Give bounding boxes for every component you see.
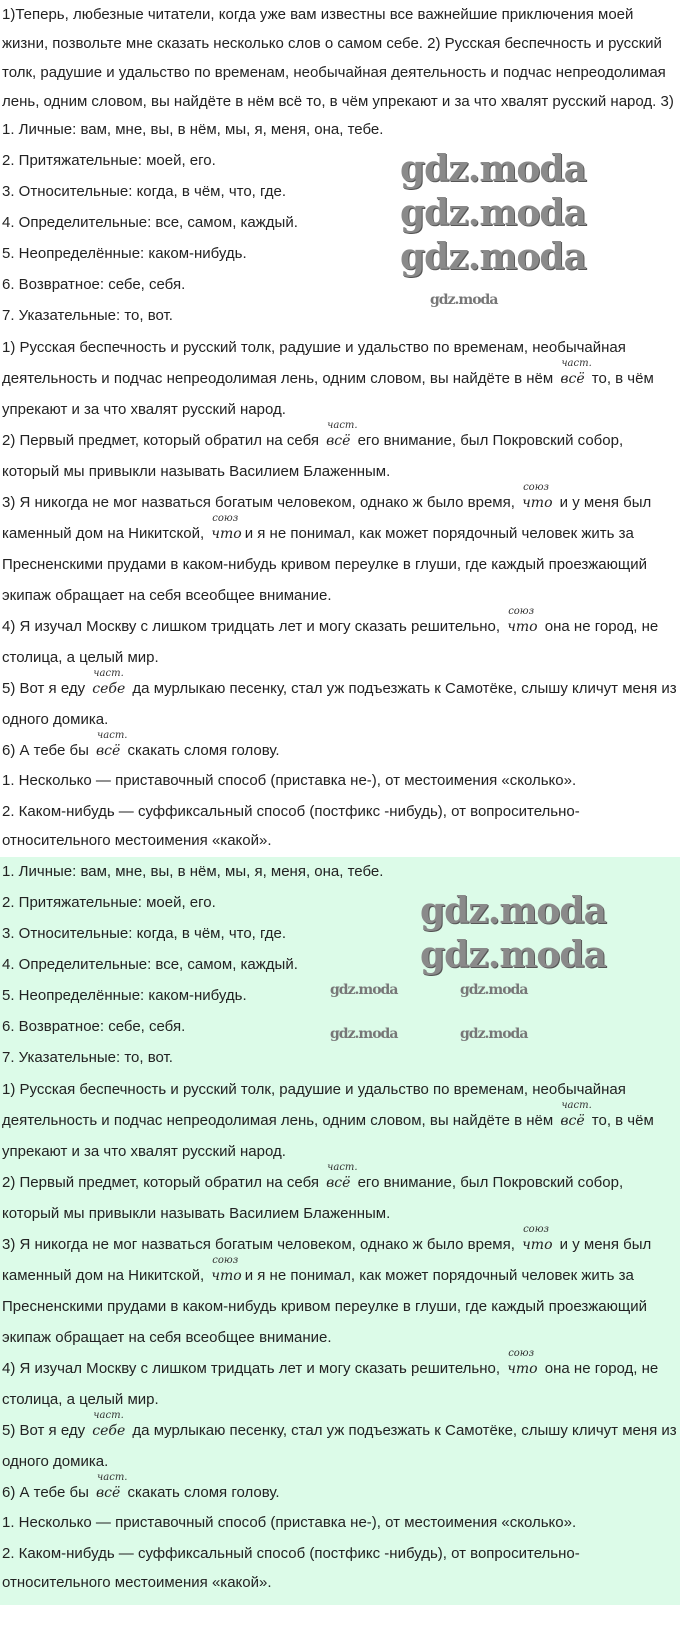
sentence-text: и у меня был каменный дом на Никитской, — [2, 1236, 652, 1284]
pronoun-type-item: 1. Личные: вам, мне, вы, в нём, мы, я, меня, она, тебе. — [2, 863, 384, 880]
example-sentence — [2, 1162, 678, 1229]
example-sentence — [2, 1074, 678, 1167]
pronoun-type-item: 7. Указательные: то, вот. — [2, 1049, 173, 1066]
watermark: gdz.moda — [460, 1026, 528, 1042]
example-sentence — [2, 1410, 678, 1477]
pronoun-type-item: 4. Определительные: все, самом, каждый. — [2, 214, 298, 231]
sentence-text: 6) А тебе бы — [2, 1484, 94, 1501]
part-of-speech-note: част. — [97, 1472, 128, 1483]
sentence-text: 5) Вот я еду — [2, 1422, 90, 1439]
pronoun-type-item: 5. Неопределённые: каком-нибудь. — [2, 987, 247, 1004]
watermark: gdz.moda — [330, 1026, 398, 1042]
pronoun-type-item: 4. Определительные: все, самом, каждый. — [2, 956, 298, 973]
sentence-text: 2) Первый предмет, который обратил на себя — [2, 1174, 324, 1191]
watermark: gdz.moda — [430, 292, 498, 308]
example-sentence — [2, 1348, 678, 1415]
annotated-word — [323, 1162, 358, 1192]
annotated-word — [519, 482, 555, 512]
part-of-speech-note: союз — [212, 513, 239, 524]
annotated-word — [89, 668, 128, 698]
annotated-word-text: всё — [326, 433, 351, 449]
annotated-word-text: что — [507, 619, 538, 635]
sentence-text: 5) Вот я еду — [2, 680, 90, 697]
sentence-text: 1) Русская беспечность и русский толк, радушие и удальство по временам, необычайная деятельность и подчас непреодолимая лень, одним словом, вы найдёте в нём — [2, 1081, 626, 1129]
part-of-speech-note: част. — [93, 1410, 124, 1421]
watermark: gdz.moda — [400, 192, 586, 234]
sentence-text: 6) А тебе бы — [2, 742, 94, 759]
intro-paragraph-clipped: 1)Теперь, любезные читатели, когда уже вам известны все важнейшие приключения моей жизни, позвольте мне сказать несколько слов о самом себе. 2) Русская беспечность и русский толк, радушие и удальство по временам, необычайная деятельность и подчас непреодолимая лень, одним словом, вы найдёте в нём всё то, в чём упрекают и за что хвалят русский народ. 3) — [2, 6, 674, 110]
pronoun-type-item: 7. Указательные: то, вот. — [2, 307, 173, 324]
annotated-word-text: себе — [92, 681, 126, 697]
example-sentence — [2, 606, 678, 673]
pronoun-type-item: 5. Неопределённые: каком-нибудь. — [2, 245, 247, 262]
pronoun-type-item: 6. Возвратное: себе, себя. — [2, 276, 186, 293]
word-formation-item: 2. Каком-нибудь — суффиксальный способ (постфикс -нибудь), от вопросительно-относительного местоимения «какой». — [2, 1545, 580, 1591]
pronoun-type-item: 3. Относительные: когда, в чём, что, где. — [2, 183, 287, 200]
sentence-text: да мурлыкаю песенку, стал уж подъезжать к Самотёке, слышу кличут меня из одного домика. — [2, 680, 677, 728]
annotated-word — [504, 1348, 540, 1378]
sentence-text: скакать сломя голову. — [123, 742, 280, 759]
annotated-word-text: что — [211, 526, 242, 542]
example-sentence — [2, 482, 678, 611]
annotated-word-text: что — [522, 1237, 553, 1253]
part-of-speech-note: част. — [561, 1100, 592, 1111]
sentence-text: 4) Я изучал Москву с лишком тридцать лет и могу сказать решительно, — [2, 1360, 505, 1377]
annotated-word — [208, 513, 244, 543]
part-of-speech-note: част. — [97, 730, 128, 741]
example-sentence — [2, 1472, 678, 1508]
watermark: gdz.moda — [400, 236, 586, 278]
answer-section-highlighted — [0, 857, 680, 1605]
word-formation-item: 1. Несколько — приставочный способ (приставка не-), от местоимения «сколько». — [2, 1514, 577, 1531]
example-sentence — [2, 1224, 678, 1353]
sentence-text: 3) Я никогда не мог назваться богатым человеком, однако ж было время, — [2, 494, 520, 511]
sentence-text: и я не понимал, как может порядочный человек жить за Пресненскими прудами в каком-нибудь кривом переулке в глуши, где каждый проезжающий экипаж обращает на себя всеобщее внимание. — [2, 525, 647, 604]
sentence-text: то, в чём упрекают и за что хвалят русский народ. — [2, 1112, 654, 1160]
part-of-speech-note: част. — [327, 1162, 358, 1173]
example-sentence — [2, 730, 678, 766]
answer-content — [2, 115, 678, 855]
watermark: gdz.moda — [400, 148, 586, 190]
sentence-text: 2) Первый предмет, который обратил на себя — [2, 432, 324, 449]
sentence-text: скакать сломя голову. — [123, 1484, 280, 1501]
pronoun-type-item: 1. Личные: вам, мне, вы, в нём, мы, я, меня, она, тебе. — [2, 121, 384, 138]
pronoun-type-item: 3. Относительные: когда, в чём, что, где. — [2, 925, 287, 942]
pronoun-type-item: 2. Притяжательные: моей, его. — [2, 894, 216, 911]
annotated-word — [89, 1410, 128, 1440]
annotated-word — [519, 1224, 555, 1254]
annotated-word-text: что — [522, 495, 553, 511]
annotated-word-text: себе — [92, 1423, 126, 1439]
part-of-speech-note: союз — [523, 482, 549, 493]
example-sentence — [2, 668, 678, 735]
part-of-speech-note: част. — [93, 668, 124, 679]
sentence-text: 4) Я изучал Москву с лишком тридцать лет и могу сказать решительно, — [2, 618, 505, 635]
part-of-speech-note: союз — [523, 1224, 549, 1235]
sentence-text: 1) Русская беспечность и русский толк, радушие и удальство по временам, необычайная деятельность и подчас непреодолимая лень, одним словом, вы найдёте в нём — [2, 339, 626, 387]
annotated-word — [557, 358, 592, 388]
sentence-text: она не город, не столица, а целый мир. — [2, 618, 659, 666]
word-formation-item: 2. Каком-нибудь — суффиксальный способ (постфикс -нибудь), от вопросительно-относительного местоимения «какой». — [2, 803, 580, 849]
answer-section — [0, 115, 680, 855]
part-of-speech-note: част. — [327, 420, 358, 431]
answer-content — [2, 857, 678, 1597]
annotated-word-text: всё — [560, 1113, 585, 1129]
sentence-text: его внимание, был Покровский собор, который мы привыкли называть Василием Блаженным. — [2, 432, 624, 480]
sentence-text: она не город, не столица, а целый мир. — [2, 1360, 659, 1408]
watermark: gdz.moda — [420, 934, 606, 976]
annotated-word — [323, 420, 358, 450]
annotated-word-text: всё — [326, 1175, 351, 1191]
annotated-word-text: что — [507, 1361, 538, 1377]
watermark: gdz.moda — [330, 982, 398, 998]
example-sentence — [2, 420, 678, 487]
watermark: gdz.moda — [460, 982, 528, 998]
sentence-text: и у меня был каменный дом на Никитской, — [2, 494, 652, 542]
annotated-word-text: всё — [96, 743, 121, 759]
sentence-text: да мурлыкаю песенку, стал уж подъезжать к Самотёке, слышу кличут меня из одного домика. — [2, 1422, 677, 1470]
pronoun-type-item: 6. Возвратное: себе, себя. — [2, 1018, 186, 1035]
sentence-text: и я не понимал, как может порядочный человек жить за Пресненскими прудами в каком-нибудь кривом переулке в глуши, где каждый проезжающий экипаж обращает на себя всеобщее внимание. — [2, 1267, 647, 1346]
sentence-text: 3) Я никогда не мог назваться богатым человеком, однако ж было время, — [2, 1236, 520, 1253]
pronoun-type-item: 2. Притяжательные: моей, его. — [2, 152, 216, 169]
annotated-word — [93, 730, 128, 760]
sentence-text: то, в чём упрекают и за что хвалят русский народ. — [2, 370, 654, 418]
sentence-text: его внимание, был Покровский собор, который мы привыкли называть Василием Блаженным. — [2, 1174, 624, 1222]
part-of-speech-note: союз — [508, 606, 535, 617]
watermark: gdz.moda — [420, 890, 606, 932]
annotated-word-text: всё — [96, 1485, 121, 1501]
part-of-speech-note: част. — [561, 358, 592, 369]
annotated-word — [93, 1472, 128, 1502]
annotated-word-text: всё — [560, 371, 585, 387]
word-formation-item: 1. Несколько — приставочный способ (приставка не-), от местоимения «сколько». — [2, 772, 577, 789]
part-of-speech-note: союз — [212, 1255, 239, 1266]
annotated-word-text: что — [211, 1268, 242, 1284]
annotated-word — [557, 1100, 592, 1130]
part-of-speech-note: союз — [508, 1348, 535, 1359]
annotated-word — [208, 1255, 244, 1285]
example-sentence — [2, 332, 678, 425]
annotated-word — [504, 606, 540, 636]
